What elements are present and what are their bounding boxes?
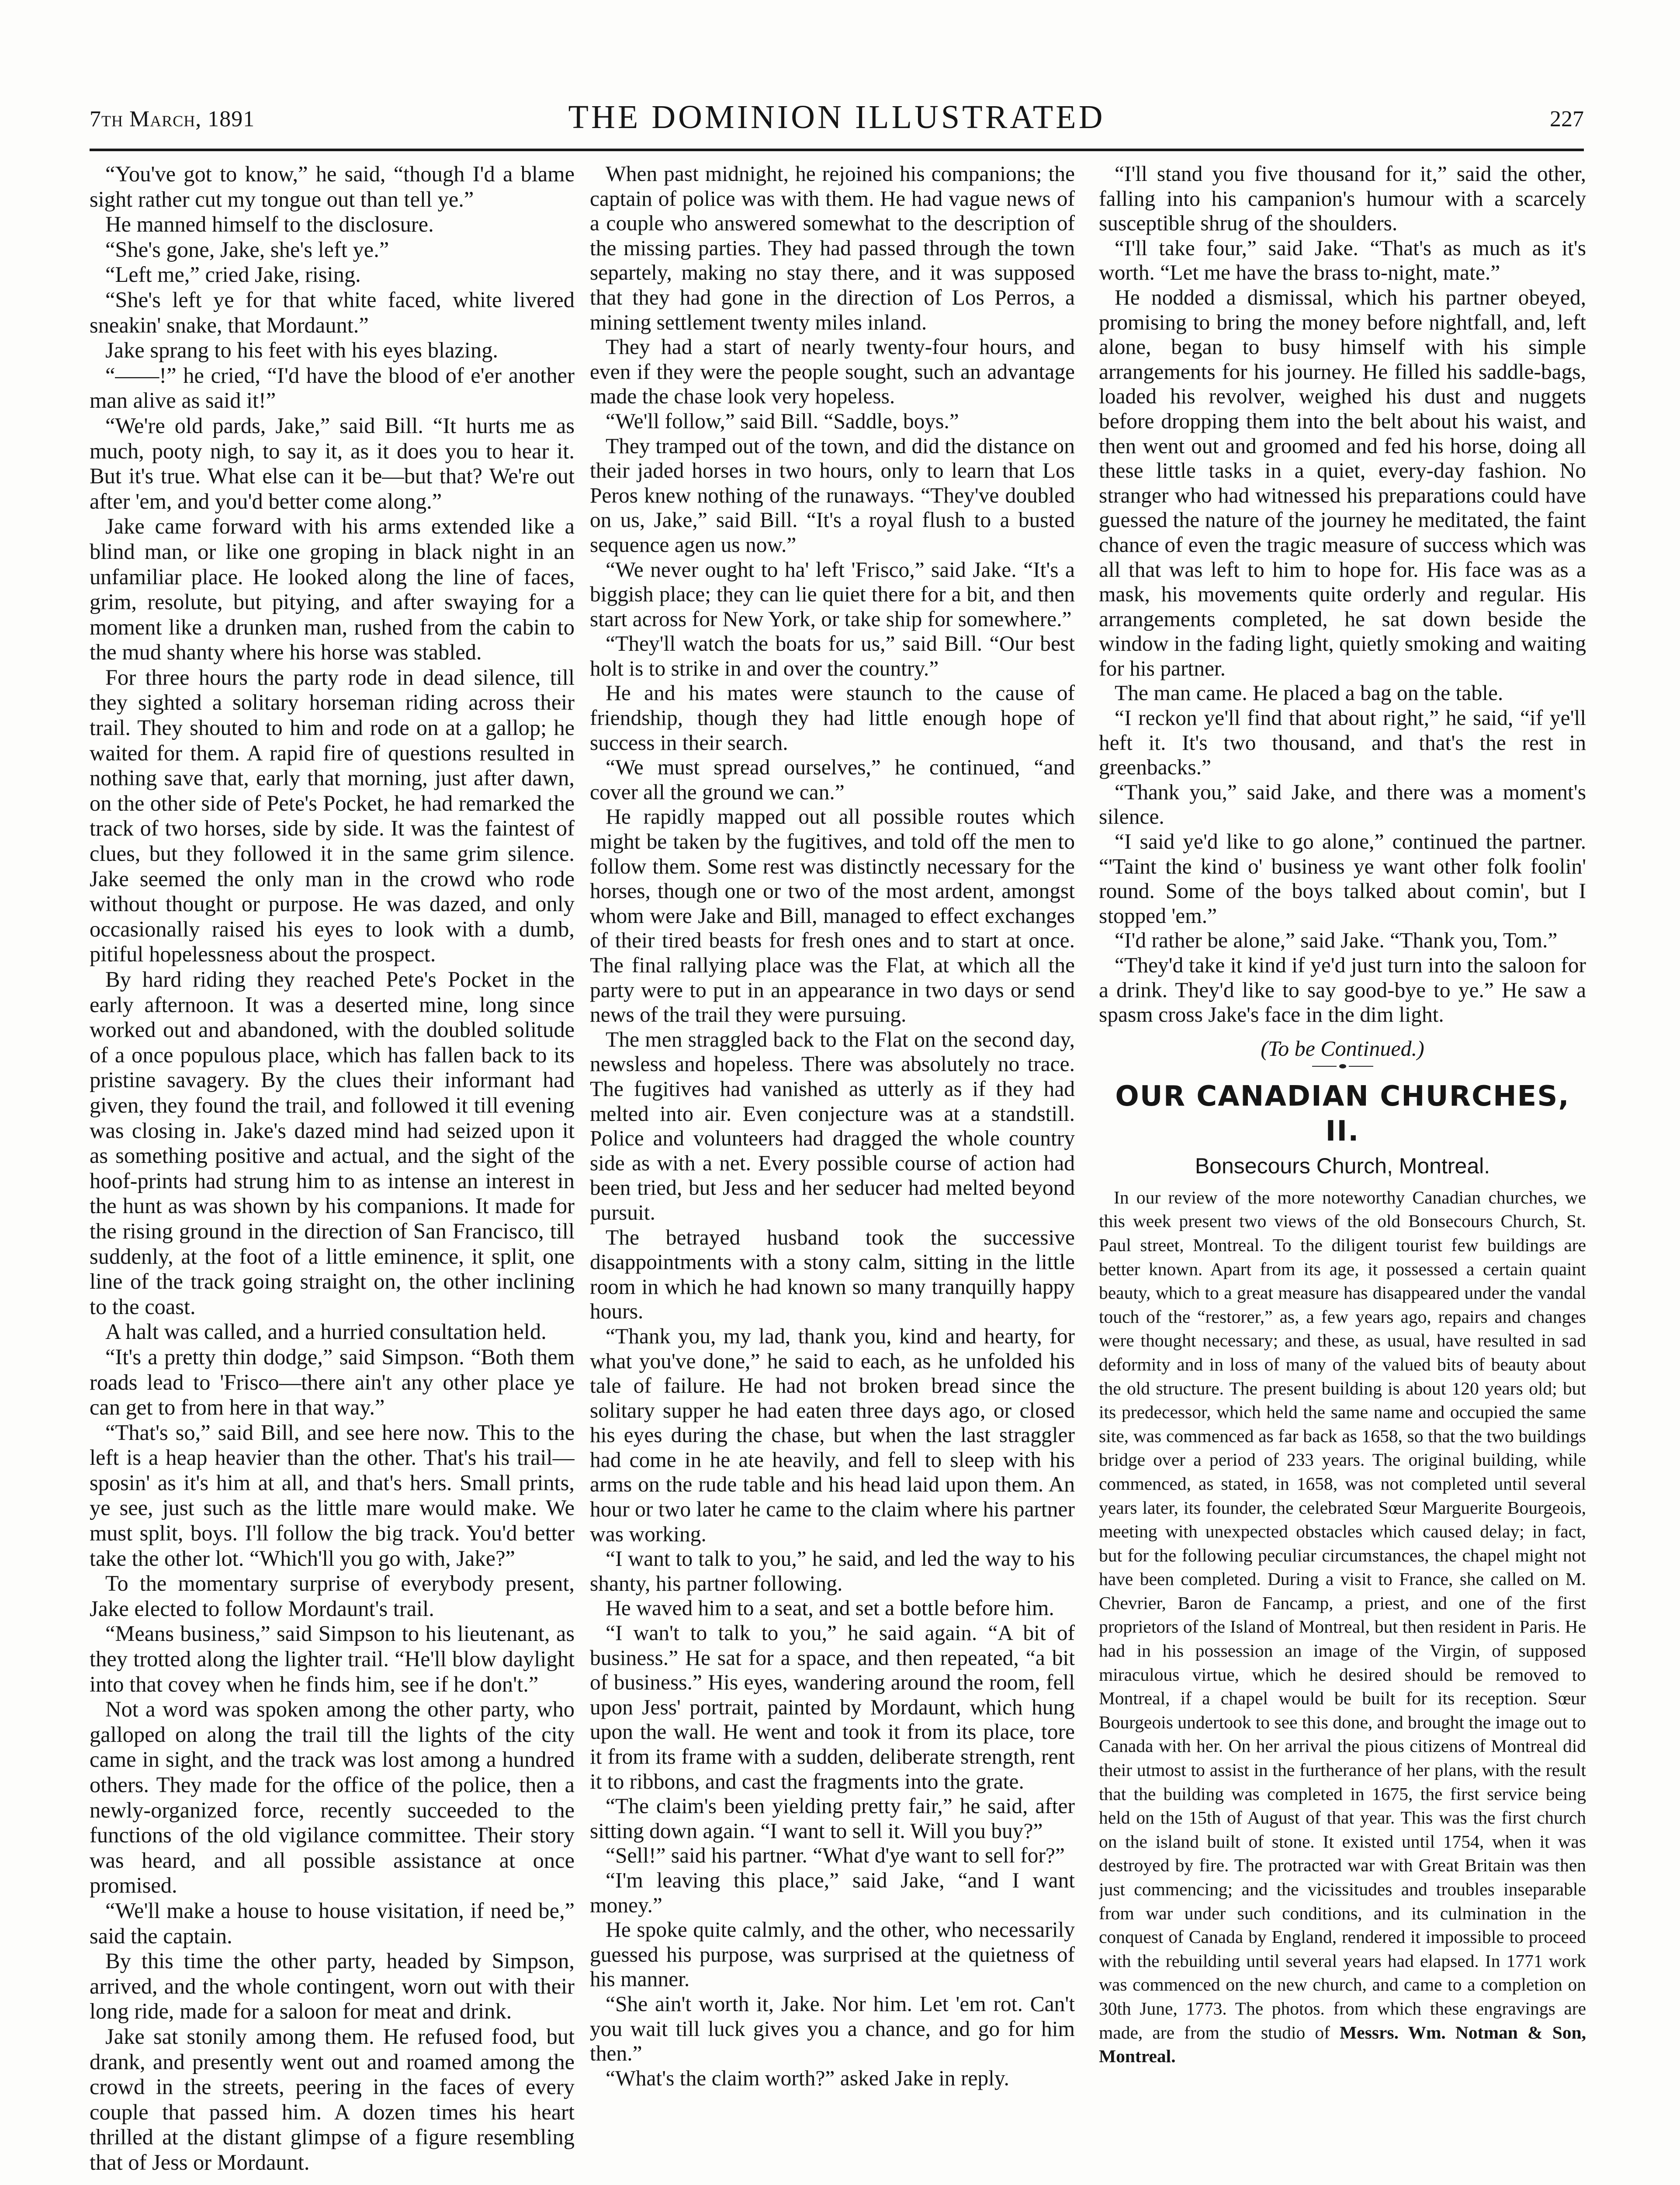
churches-section-title: OUR CANADIAN CHURCHES, II.	[1115, 1080, 1570, 1148]
story-paragraph: He manned himself to the disclosure.	[105, 212, 434, 237]
story-paragraph: “What's the claim worth?” asked Jake in reply.	[606, 2066, 1009, 2090]
story-paragraph: “——!” he cried, “I'd have the blood of e'er another man alive as said it!”	[90, 363, 575, 413]
story-paragraph: He waved him to a seat, and set a bottle before him.	[606, 1596, 1054, 1620]
story-paragraph: When past midnight, he rejoined his companions; the captain of police was with them. He had vague news of a couple who answered somewhat to the description of the missing parties. They had passed through the town separtely, making no stay there, and it was supposed that they had gone in the direction of Los Perros, a mining settlement twenty miles inland.	[590, 162, 1075, 334]
story-paragraph: “They'd take it kind if ye'd just turn into the saloon for a drink. They'd like to say good-bye to ye.” He saw a spasm cross Jake's face in the dim light.	[1099, 953, 1586, 1027]
photo-credit: Messrs. Wm. Notman & Son, Montreal.	[1099, 2022, 1586, 2067]
masthead	[90, 98, 1584, 146]
churches-article-body	[1099, 1186, 1586, 2068]
story-paragraph: “We're old pards, Jake,” said Bill. “It hurts me as much, pooty nigh, to say it, as it does you to hear it. But it's true. What else can it be—but that? We're out after 'em, and you'd better come along.”	[90, 413, 575, 513]
page-number: 227	[1550, 107, 1584, 132]
story-column-2	[590, 162, 1075, 2185]
story-paragraph: The men straggled back to the Flat on the second day, newsless and hopeless. There was absolutely no trace. The fugitives had vanished as utterly as if they had melted into air. Even conjecture was at a standstill. Police and volunteers had dragged the whole country side as with a net. Every possible course of action had been tried, but Jess and her seducer had melted beyond pursuit.	[590, 1027, 1075, 1224]
churches-section-subtitle: Bonsecours Church, Montreal.	[1195, 1153, 1490, 1178]
story-paragraph: “You've got to know,” he said, “though I'd a blame sight rather cut my tongue out than tell ye.”	[90, 162, 575, 212]
story-paragraph: “Thank you, my lad, thank you, kind and hearty, for what you've done,” he said to each, as he unfolded his tale of failure. He had not broken bread since the solitary supper he had eaten three days ago, or closed his eyes during the chase, but when the last straggler had come in he ate heavily, and fell to sleep with his arms on the rude table and his head laid upon them. An hour or two later he came to the claim where his partner was working.	[590, 1324, 1075, 1546]
story-paragraph: “They'll watch the boats for us,” said Bill. “Our best holt is to strike in and over the country.”	[590, 631, 1075, 680]
story-paragraph: “She's gone, Jake, she's left ye.”	[105, 237, 389, 262]
story-column-1	[90, 162, 575, 2185]
story-paragraph: He spoke quite calmly, and the other, who necessarily guessed his purpose, was surprised at the quietness of his manner.	[590, 1918, 1075, 1991]
story-paragraph: To the momentary surprise of everybody present, Jake elected to follow Mordaunt's trail.	[90, 1571, 575, 1621]
story-paragraph: By hard riding they reached Pete's Pocket in the early afternoon. It was a deserted mine, long since worked out and abandoned, with the doubled solitude of a once populous place, which has fallen back to its pristine savagery. By the clues their informant had given, they found the trail, and followed it till evening was closing in. Jake's dazed mind had seized upon it as something positive and actual, and the sight of the hoof-prints had strung him to as intense an interest in the hunt as was shown by his companions. It made for the rising ground in the direction of San Francisco, till suddenly, at the foot of a little eminence, it split, one line of the track going straight on, the other inclining to the coast.	[90, 967, 575, 1319]
story-paragraph: By this time the other party, headed by Simpson, arrived, and the whole contingent, worn out with their long ride, made for a saloon for meat and drink.	[90, 1949, 575, 2024]
publication-title: THE DOMINION ILLUSTRATED	[568, 99, 1105, 135]
story-paragraph: “She ain't worth it, Jake. Nor him. Let 'em rot. Can't you wait till luck gives you a chance, and go for him then.”	[590, 1991, 1075, 2066]
story-paragraph: “It's a pretty thin dodge,” said Simpson. “Both them roads lead to 'Frisco—there ain't any other place ye can get to from here in that way.”	[90, 1344, 575, 1420]
story-paragraph: The betrayed husband took the successive disappointments with a stony calm, sitting in the little room in which he had known so many tranquilly happy hours.	[590, 1225, 1075, 1324]
story-paragraph: For three hours the party rode in dead silence, till they sighted a solitary horseman riding across their trail. They shouted to him and rode on at a gallop; he waited for them. A rapid fire of questions resulted in nothing save that, early that morning, just after dawn, on the other side of Pete's Pocket, he had remarked the track of two horses, side by side. It was the faintest of clues, but they followed it in the same grim silence. Jake seemed the only man in the crowd who rode without thought or purpose. He was dazed, and only occasionally raised his eyes to look with a dumb, pitiful hopelessness about the prospect.	[90, 665, 575, 967]
story-paragraph: “Left me,” cried Jake, rising.	[105, 262, 361, 287]
story-paragraph: “Means business,” said Simpson to his lieutenant, as they trotted along the lighter trail. “He'll blow daylight into that covey when he finds him, see if he don't.”	[90, 1621, 575, 1696]
story-paragraph: “She's left ye for that white faced, white livered sneakin' snake, that Mordaunt.”	[90, 287, 575, 337]
story-paragraph: “I said ye'd like to go alone,” continued the partner. “'Taint the kind o' business ye want other folk foolin' round. Some of the boys talked about comin', but I stopped 'em.”	[1099, 829, 1586, 928]
churches-article-text: In our review of the more noteworthy Canadian churches, we this week present two views of the old Bonsecours Church, St. Paul street, Montreal. To the diligent tourist few buildings are better known. Apart from its age, it possessed a certain quaint beauty, which to a great measure has disappeared under the vandal touch of the “restorer,” as, a few years ago, repairs and changes were thought necessary; and these, as usual, have resulted in sad deformity and in loss of many of the valued bits of beauty about the old structure. The present building is about 120 years old; but its predecessor, which held the same name and occupied the same site, was commenced as far back as 1658, so that the two buildings bridge over a period of 233 years. The original building, while commenced, as stated, in 1658, was not completed until several years later, its founder, the celebrated Sœur Marguerite Bourgeois, meeting with unexpected obstacles which caused delay; in fact, but for the following peculiar circumstances, the chapel might not have been completed. During a visit to France, she called on M. Chevrier, Baron de Fancamp, a priest, and one of the first proprietors of the Island of Montreal, but then resident in Paris. He had in his possession an image of the Virgin, of supposed miraculous virtue, which he desired should be removed to Montreal, if a chapel would be built for its reception. Sœur Bourgeois undertook to see this done, and brought the image out to Canada with her. On her arrival the pious citizens of Montreal did their utmost to assist in the furtherance of her plans, with the result that the building was completed in 1675, the first service being held on the 15th of August of that year. This was the first church on the island built of stone. It existed until 1754, when it was destroyed by fire. The protracted war with Great Britain was then just commencing; and the vicissitudes and troubles inseparable from war under such conditions, and its culmination in the conquest of Canada by England, rendered it impossible to proceed with the rebuilding until several years had elapsed. In 1771 work was commenced on the new church, and came to a completion on 30th June, 1773. The photos. from which these engravings are made, are from the studio of	[1099, 1187, 1586, 2043]
story-paragraph: “I wan't to talk to you,” he said again. “A bit of business.” He sat for a space, and then repeated, “a bit of business.” His eyes, wandering around the room, fell upon Jess' portrait, painted by Mordaunt, which hung upon the wall. He went and took it from its place, tore it from its frame with a sudden, deliberate strength, rent it to ribbons, and cast the fragments into the grate.	[590, 1621, 1075, 1793]
masthead-rule	[90, 149, 1584, 151]
story-paragraph: They tramped out of the town, and did the distance on their jaded horses in two hours, only to learn that Los Peros knew nothing of the runaways. “They've doubled on us, Jake,” said Bill. “It's a royal flush to a busted sequence agen us now.”	[590, 434, 1075, 557]
story-paragraph: “We'll follow,” said Bill. “Saddle, boys.”	[606, 409, 959, 433]
story-paragraph: “I'd rather be alone,” said Jake. “Thank you, Tom.”	[1115, 928, 1558, 953]
story-paragraph: “I'll take four,” said Jake. “That's as much as it's worth. “Let me have the brass to-night, mate.”	[1099, 236, 1586, 285]
story-paragraph: “I'm leaving this place,” said Jake, “and I want money.”	[590, 1868, 1075, 1917]
story-paragraph: He rapidly mapped out all possible routes which might be taken by the fugitives, and told off the men to follow them. Some rest was distinctly necessary for the horses, though one or two of the most ardent, amongst whom were Jake and Bill, managed to effect exchanges of their tired beasts for fresh ones and to start at once. The final rallying place was the Flat, at which all the party were to put in an appearance in two days or send news of the trail they were pursuing.	[590, 805, 1075, 1027]
story-paragraph: “The claim's been yielding pretty fair,” he said, after sitting down again. “I want to sell it. Will you buy?”	[590, 1794, 1075, 1843]
issue-date: 7th March, 1891	[90, 107, 255, 132]
story-paragraph: He and his mates were staunch to the cause of friendship, though they had little enough hope of success in their search.	[590, 681, 1075, 755]
story-paragraph: “Thank you,” said Jake, and there was a moment's silence.	[1099, 780, 1586, 829]
story-column-3	[1099, 162, 1586, 2185]
story-paragraph: “We never ought to ha' left 'Frisco,” said Jake. “It's a biggish place; they can lie quiet there for a bit, and then start across for New York, or take ship for somewhere.”	[590, 557, 1075, 631]
story-paragraph: “We must spread ourselves,” he continued, “and cover all the ground we can.”	[590, 755, 1075, 804]
section-divider-ornament	[1312, 1064, 1373, 1068]
story-paragraph: A halt was called, and a hurried consultation held.	[105, 1319, 547, 1344]
to-be-continued: (To be Continued.)	[1261, 1036, 1424, 1061]
story-paragraph: They had a start of nearly twenty-four hours, and even if they were the people sought, such an advantage made the chase look very hopeless.	[590, 335, 1075, 409]
story-paragraph: The man came. He placed a bag on the table.	[1115, 681, 1503, 705]
story-paragraph: He nodded a dismissal, which his partner obeyed, promising to bring the money before nightfall, and, left alone, began to busy himself with his simple arrangements for his journey. He filled his saddle-bags, loaded his revolver, weighed his dust and nuggets before dropping them into the belt about his waist, and then went out and groomed and fed his horse, doing all these little tasks in a quiet, every-day fashion. No stranger who had witnessed his preparations could have guessed the nature of the journey he meditated, the faint chance of even the tragic measure of success which was all that was left to him to hope for. His face was as a mask, his movements quite orderly and regular. His arrangements completed, he sat down beside the window in the fading light, quietly smoking and waiting for his partner.	[1099, 285, 1586, 680]
story-paragraph: Not a word was spoken among the other party, who galloped on along the trail till the lights of the city came in sight, and the track was lost among a hundred others. They made for the office of the police, then a newly-organized force, recently succeeded to the functions of the old vigilance committee. Their story was heard, and all possible assistance at once promised.	[90, 1697, 575, 1898]
story-paragraph: “We'll make a house to house visitation, if need be,” said the captain.	[90, 1898, 575, 1948]
story-paragraph: Jake sat stonily among them. He refused food, but drank, and presently went out and roamed among the crowd in the streets, peering in the faces of every couple that passed him. A dozen times his heart thrilled at the distant glimpse of a figure resembling that of Jess or Mordaunt.	[90, 2024, 575, 2175]
story-paragraph: “I'll stand you five thousand for it,” said the other, falling into his campanion's humour with a scarcely susceptible shrug of the shoulders.	[1099, 162, 1586, 236]
story-paragraph: “I reckon ye'll find that about right,” he said, “if ye'll heft it. It's two thousand, and that's the rest in greenbacks.”	[1099, 706, 1586, 780]
story-paragraph: “Sell!” said his partner. “What d'ye want to sell for?”	[606, 1843, 1065, 1868]
story-paragraph: “That's so,” said Bill, and see here now. This to the left is a heap heavier than the other. That's his trail—sposin' as it's him at all, and that's hers. Small prints, ye see, just such as the little mare would make. We must split, boys. I'll follow the big track. You'd better take the other lot. “Which'll you go with, Jake?”	[90, 1420, 575, 1571]
story-paragraph: Jake came forward with his arms extended like a blind man, or like one groping in black night in an unfamiliar place. He looked along the line of faces, grim, resolute, but pitying, and after swaying for a moment like a drunken man, rushed from the cabin to the mud shanty where his horse was stabled.	[90, 514, 575, 665]
story-paragraph: “I want to talk to you,” he said, and led the way to his shanty, his partner following.	[590, 1547, 1075, 1595]
story-paragraph: Jake sprang to his feet with his eyes blazing.	[105, 338, 498, 363]
